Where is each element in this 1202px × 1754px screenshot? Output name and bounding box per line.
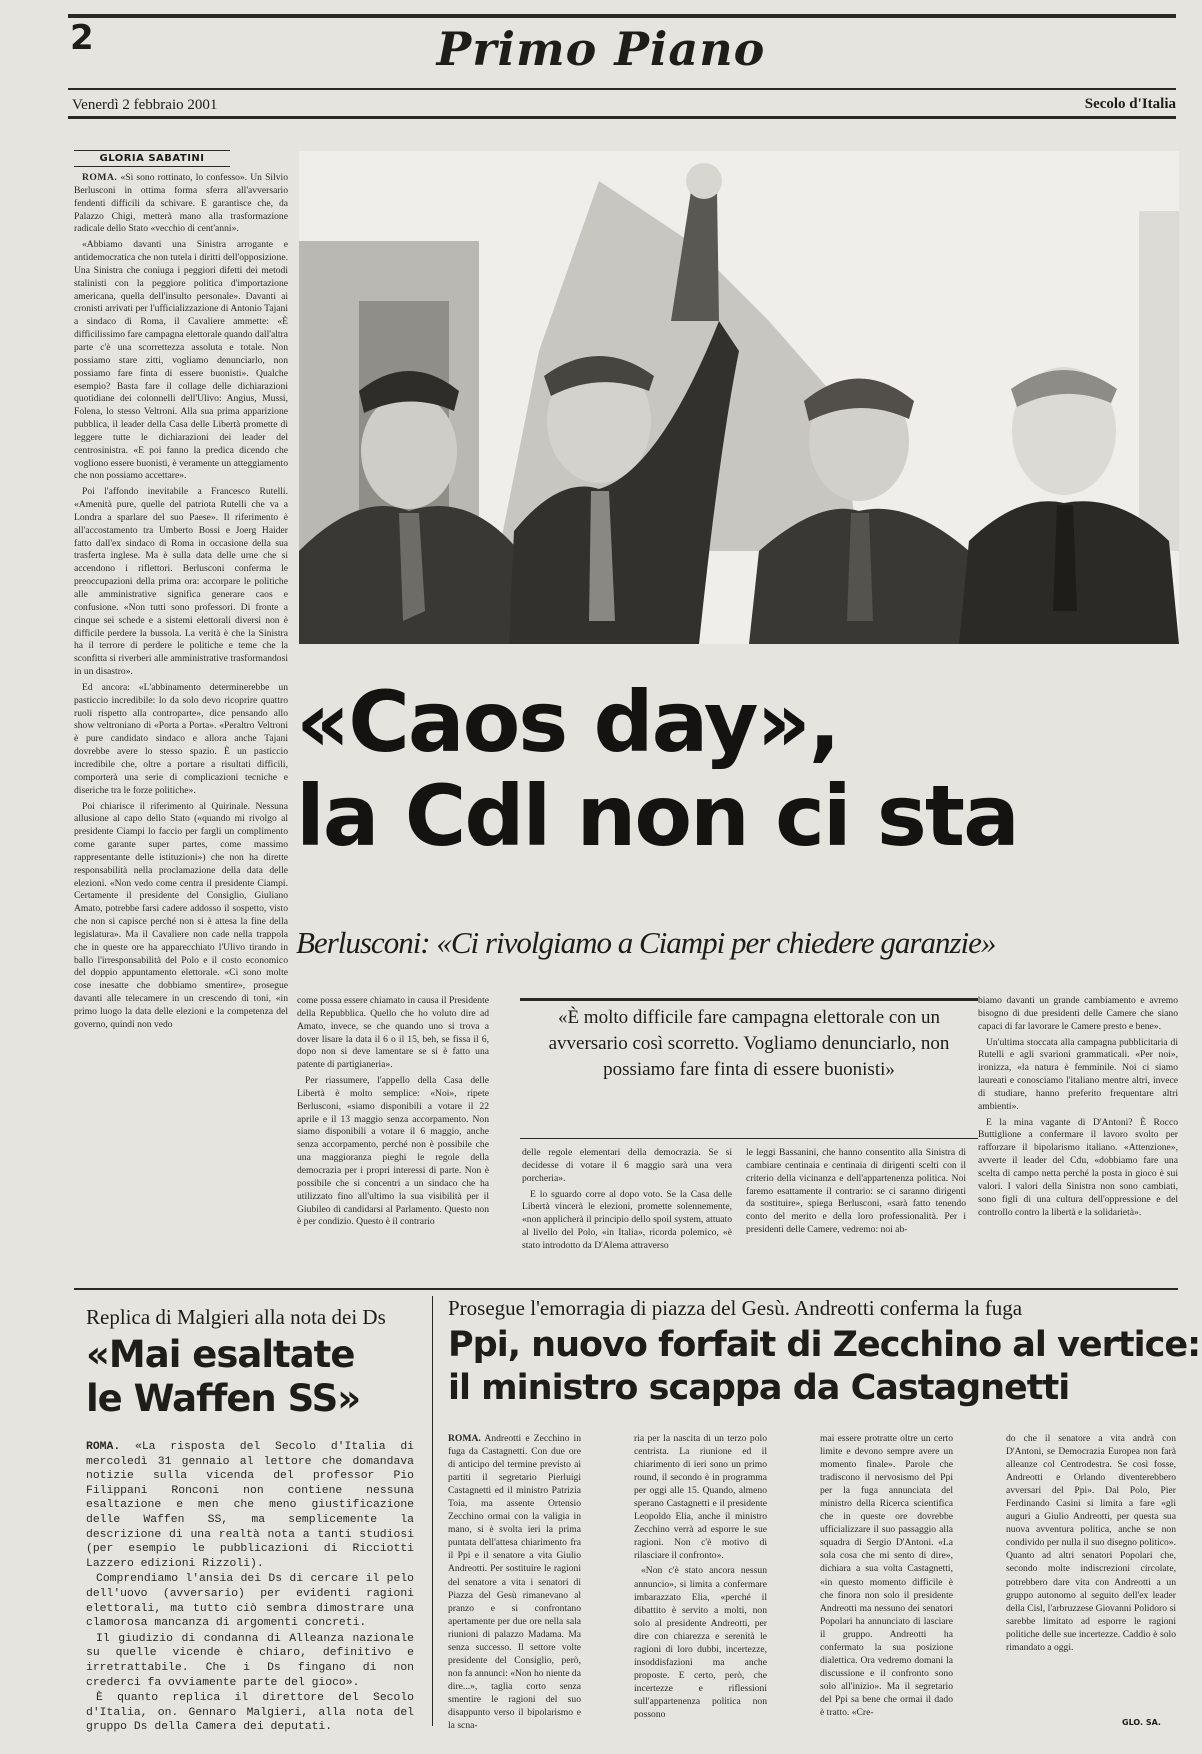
paragraph: come possa essere chiamato in causa il Presidente della Repubblica. Quello che ho voluto dire ad Amato, invece, se che quando uno si trova a dover lisare la data il 6 o il 15, beh, se fissa il 6, dopo non si deve lamentare se si è fatto una patente di partigianeria». xyxy=(297,995,489,1071)
byline: GLORIA SABATINI xyxy=(99,153,205,164)
pull-quote-rule-bottom xyxy=(520,1138,978,1139)
ppi-column-4 xyxy=(1006,1432,1176,1712)
main-headline xyxy=(296,673,1176,866)
paragraph: «La risposta del Secolo d'Italia di mercoledì 31 gennaio al lettore che domandava notizie sulla vicenda del professor Pio Filippani Ronconi non contiene nessuna esaltazione e men che meno giustificazione delle Waffen SS, ma semplicemente la descrizione di una realtà nota a tanti studiosi (per esempio le pubblicazioni di Ricciotti Lazzero edizioni Rizzoli). xyxy=(86,1441,414,1570)
ppi-headline-line-1: Ppi, nuovo forfait di Zecchino al vertice: xyxy=(448,1325,1201,1365)
ppi-column-3 xyxy=(820,1432,953,1718)
malgieri-headline xyxy=(86,1333,416,1422)
main-article-column-5 xyxy=(978,995,1178,1272)
malgieri-body xyxy=(86,1440,414,1734)
header-rule xyxy=(68,88,1176,90)
paragraph: Ed ancora: «L'abbinamento determinerebbe un pasticcio incredibile: lo da solo devo ricoprire quattro ruoli rispetto alla controparte», dice pensando allo show veltroniano di «Porta a Porta». «Peraltro Veltroni è pure candidato sindaco e allora anche Tajani dovrebbe avere lo stesso spazio. È un pasticcio incredibile che, oltre a portare a risultati difficili, comporterà una serie di complicazioni tecniche e diseriche tra le forze politiche». xyxy=(74,681,288,796)
ppi-column-1 xyxy=(448,1432,582,1732)
bottom-column-divider xyxy=(432,1296,433,1726)
dateline-place: ROMA. xyxy=(448,1433,481,1444)
paragraph: biamo davanti un grande cambiamento e avremo bisogno di due presidenti delle Camere che siano capaci di far lavorare le Camere presto e bene». xyxy=(978,995,1178,1032)
paragraph: È quanto replica il direttore del Secolo d'Italia, on. Gennaro Malgieri, alla nota del gruppo Ds della Camera dei deputati. xyxy=(86,1692,414,1734)
malgieri-headline-line-1: «Mai esaltate xyxy=(86,1333,355,1376)
paragraph: «Si sono rottinato, lo confesso». Un Silvio Berlusconi in ottima forma sferra all'avversario fendenti difficili da schivare. E garantisce che, da Palazzo Chigi, metterà mano alla trasformazione radicale dello Stato «vecchio di cent'anni». xyxy=(74,172,289,235)
paragraph: ria per la nascita di un terzo polo centrista. La riunione ed il chiarimento di ieri sono un primo round, il secondo è in programma per oggi alle 15. Quando, almeno sperano Castagnetti e il presidente Leopoldo Elia, anche il ministro Zecchino verrà ad esporre le sue ragioni. Non c'è motivo di rilasciare il confronto». xyxy=(634,1433,767,1562)
ppi-column-2 xyxy=(634,1432,767,1720)
paragraph: Un'ultima stoccata alla campagna pubblicitaria di Rutelli e agli svarioni grammaticali. «Per noi», ironizza, «la natura è femminile. Noi ci siamo laureati e conosciamo l'italiano mentre altri, invece di studiare, hanno preferito frequentare altri ambienti». xyxy=(978,1036,1178,1112)
main-article-column-2 xyxy=(297,995,489,1272)
headline-line-1: «Caos day», xyxy=(296,673,839,771)
pull-quote: «È molto difficile fare campagna elettorale con un avversario così scorretto. Vogliamo denunciarlo, non possiamo fare finta di essere buonisti» xyxy=(548,1007,950,1080)
top-rule xyxy=(68,14,1176,18)
pull-quote-rule-top xyxy=(520,998,978,1001)
main-photo xyxy=(299,151,1179,644)
malgieri-kicker: Replica di Malgieri alla nota dei Ds xyxy=(86,1305,386,1329)
issue-date: Venerdì 2 febbraio 2001 xyxy=(72,97,218,113)
paragraph: do che il senatore a vita andrà con D'Antoni, se Democrazia Europea non farà alleanze col Centrodestra. Se così fosse, Andreotti e Orlando diventerebbero avversari del Ppi». Dal Polo, Pier Ferdinando Casini si limita a fare «gli auguri a Giulio Andreotti, per questa sua nuova avventura politica, anche se non condivido per nulla il suo disegno politico». Quanto ad altri senatori Popolari che, secondo molte indiscrezioni circolate, potrebbero dare vita con Andreotti a un gruppo autonomo al seguito dell'ex leader della Cisl, l'arbruzzese Giovanni Polidoro si sarebbe limitato ad esporre le ragioni politiche delle sue incertezze. Caddio è solo rimandato a oggi. xyxy=(1006,1433,1176,1653)
ppi-kicker: Prosegue l'emorragia di piazza del Gesù. Andreotti conferma la fuga xyxy=(448,1296,1023,1320)
ppi-signature: GLO. SA. xyxy=(1122,1718,1161,1727)
paragraph: le leggi Bassanini, che hanno consentito alla Sinistra di cambiare centinaia e centinaia di dirigenti scelti con il criterio della vicinanza e dell'appartenenza politica. Noi faremo esattamente il contrario: se ci saranno dirigenti da sostituire», spiega Berlusconi, «sarà fatto tenendo conto del merito e della loro professionalità. Per i presidenti delle Camere, vedremo: noi ab- xyxy=(746,1147,966,1236)
paragraph: delle regole elementari della democrazia. Se si decidesse di votare il 6 maggio sarà una vera porcheria». xyxy=(522,1147,732,1184)
sub-headline: Berlusconi: «Ci rivolgiamo a Ciampi per chiedere garanzie» xyxy=(296,925,996,960)
politicians-photo-illustration xyxy=(299,151,1179,644)
paragraph: E lo sguardo corre al dopo voto. Se la Casa delle Libertà vincerà le elezioni, promette solennemente, «non applicherà il principio dello spoil system, attuato al livello del Polo, «in Italia», ricorda polemico, «è stato introdotto da D'Alema attraverso xyxy=(522,1188,732,1251)
paragraph: Poi l'affondo inevitabile a Francesco Rutelli. «Amenità pure, quelle del patriota Rutelli che va a Londra a sparlare del suo Paese». Il riferimento è all'accostamento tra Umberto Bossi e Joerg Haider fatto dall'ex sindaco di Roma in occasione della sua trasferta inglese. Ma è sulla data delle urne che si accendono i riflettori. Berlusconi conferma le preoccupazioni della prima ora: accorpare le politiche alle amministrative significa generare caos e confusione. «Non tutti sono professori. Di fronte a cinque sei schede e a sistemi elettorali diversi non è difficile perdere la bussola. La verità è che la Sinistra ha il terrore di perdere le politiche e teme che la sconfitta si riverberi alle amministrative trasformandosi in un disastro». xyxy=(74,486,288,678)
main-article-column-1 xyxy=(74,172,288,1272)
masthead-name: Secolo d'Italia xyxy=(1084,96,1176,112)
page-number: 2 xyxy=(70,18,94,58)
paragraph: E la mina vagante di D'Antoni? È Rocco Buttiglione a confermare il lavoro svolto per rafforzare il bipolarismo italiano. «Attenzione», avverte il leader del Cdu, «dobbiamo fare una scelta di campo netta perché la posta in gioco è sui valori. I valori della Sinistra non sono cambiati, sono figli di una cultura dell'oppressione e del controllo contro la libertà e la solidarietà». xyxy=(978,1116,1178,1218)
section-separator xyxy=(74,1288,1178,1290)
paragraph: «Non c'è stato ancora nessun annuncio», si limita a confermare imbarazzato Elia, «perché il dibattito è servito a molti, non solo al presidente Andreotti, per dire con chiarezza e serenità le ragioni di loro dubbi, incertezze, insoddisfazioni ma anche proposte. E certo, però, che incertezze e riflessioni sull'appartenenza politica non possono xyxy=(634,1565,767,1720)
dateline-place: ROMA. xyxy=(86,1441,121,1453)
paragraph: mai essere protratte oltre un certo limite e devono sempre avere un momento finale». Parole che tradiscono il nervosismo del Ppi per la fuga annunciata del ministro della Ricerca scientifica che in queste ore dovrebbe ufficializzare il suo passaggio alla squadra di Sergio D'Antoni. «La sola cosa che mi sento di dire», dichiara a sua volta Castagnetti, «in questo momento difficile è che finora non solo il presidente Andreotti ma nessuno dei senatori Popolari ha annunciato di lasciare il gruppo. Andreotti ha confermato la sua posizione dialettica. Ora vedremo domani la discussione e il confronto sono solo all'inizio». Ma il segretario del Ppi sa bene che ormai il dado è tratto. «Cre- xyxy=(820,1433,953,1718)
paragraph: «Abbiamo davanti una Sinistra arrogante e antidemocratica che non tutela i diritti dell'opposizione. Una Sinistra che coniuga i peggiori difetti dei metodi stalinisti con la peggiore politica d'importazione americana, quella dell'insulto personale». Davanti ai cronisti arrivati per l'ufficializzazione di Antonio Tajani a sindaco di Roma, il Cavaliere ammette: «È difficilissimo fare campagna elettorale quando dall'altra parte c'è una scorrettezza assoluta e totale. Non possiamo stare zitti, vogliamo denunciarlo, non possiamo fare finta di essere buonisti». Qualche esempio? Basta fare il collage delle dichiarazioni quotidiane dei colonnelli dell'Ulivo: Angius, Mussi, Folena, lo stesso Veltroni. Alla sua prima apparizione pubblica, il leader della Casa delle Libertà promette di leggere tutte le dichiarazioni dei leader del centrosinistra. «E poi fanno la predica dicendo che vogliono essere buonisti, è veramente un atteggiamento che non possiamo accettare». xyxy=(74,239,288,482)
paragraph: Poi chiarisce il riferimento al Quirinale. Nessuna allusione al capo dello Stato («quando mi rivolgo al presidente Ciampi lo faccio per fargli un complimento come garante super partes, come massimo rappresentante delle istituzioni») che non ha dirette responsabilità nella proclamazione della data delle elezioni. «Non vedo come centra il presidente Ciampi. Certamente il presidente del Consiglio, Giuliano Amato, potrebbe farsi cadere addosso il sospetto, visto che non si capisce perché non si è attesa la fine della legislatura». Ma il Cavaliere non cade nella trappola che in queste ore ha apparecchiato l'Ulivo tirando in ballo l'irresponsabilità del Polo e il costo economico del doppio appuntamento elettorale. «Ci sono molte cose inesatte che dobbiamo smentire», prosegue davanti alle telecamere in un crescendo di toni, «in primo luogo la data delle elezioni e la competenza del governo, quindi non vedo xyxy=(74,800,288,1030)
ppi-headline-line-2: il ministro scappa da Castagnetti xyxy=(448,1367,1070,1408)
main-article-column-4 xyxy=(746,1147,966,1272)
header-bottom-rule xyxy=(68,116,1176,119)
main-article-column-3 xyxy=(522,1147,732,1272)
byline-rule-bottom xyxy=(74,166,230,167)
malgieri-headline-line-2: le Waffen SS» xyxy=(86,1377,361,1421)
dateline-place: ROMA. xyxy=(82,172,118,183)
paragraph: Per riassumere, l'appello della Casa delle Libertà è molto semplice: «Noi», ripete Berlusconi, «siamo disponibili a votare il 22 aprile e il 13 maggio senza accorpamento. Non siamo disponibili a votare il 6 maggio, anche senza accorpamento, perché non è possibile che una maggioranza pieghi le regole della democrazia per i propri interessi di parte. Non è possibile che si concentri a un sindaco che ha utilizzato fino all'ultimo la sua visibilità per il Giubileo di candidarsi al Parlamento. Questo non è per condizio. Questo è il contrario xyxy=(297,1075,489,1228)
paragraph: Comprendiamo l'ansia dei Ds di cercare il pelo dell'uovo (avversario) per evidenti ragioni elettorali, ma tutto ciò sembra dimostrare una clamorosa mancanza di argomenti concreti. xyxy=(86,1573,414,1630)
byline-rule xyxy=(74,150,230,151)
section-title: Primo Piano xyxy=(436,22,766,76)
paragraph: Il giudizio di condanna di Alleanza nazionale su quelle vicende è chiaro, definitivo e irretrattabile. Che i Ds fingano di non crederci fa ovviamente parte del gioco». xyxy=(86,1632,414,1689)
paragraph: Andreotti e Zecchino in fuga da Castagnetti. Con due ore di anticipo del termine previsto ai partiti il segretario Pierluigi Castagnetti ed il ministro Patrizia Toia, ma assente Ortensio Zecchino ormai con la valigia in mano, si è svolta ieri la prima puntata dell'attesa chiarimento fra il Ppi e il senatore a vita Giulio Andreotti. Per sostituire le ragioni del senatore a vita i senatori di Piazza del Gesù rimanevano al pranzo e si confrontano apertamente per due ore nella sala riunioni di palazzo Madama. Ma senza successo. Il settore volte presidente del Consiglio, però, non fa annunci: «Non ho niente da dire...», taglia corto senza smentire le ragioni del suo disappunto verso il bipolarismo e la scna- xyxy=(448,1433,582,1732)
headline-line-2: la Cdl non ci sta xyxy=(296,767,1018,866)
ppi-headline xyxy=(448,1324,1201,1409)
